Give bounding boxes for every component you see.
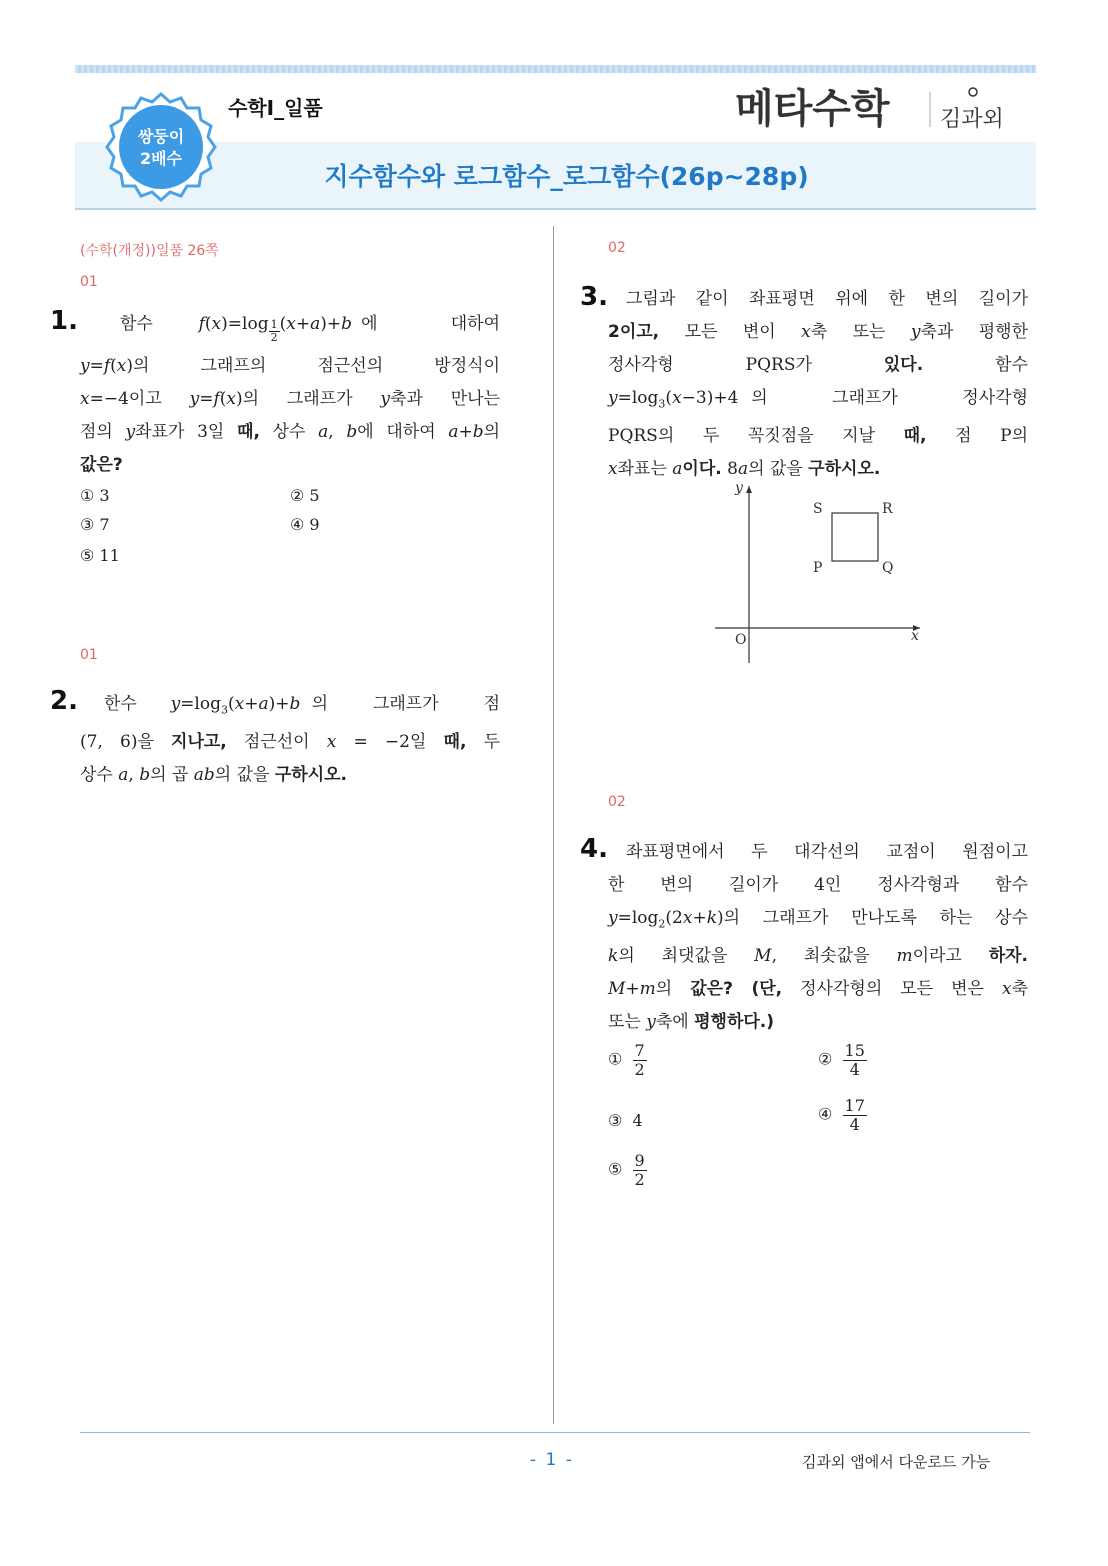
brand-logo (735, 82, 1035, 132)
page-number: - 1 - (530, 1450, 574, 1470)
q3-line6: x좌표는 a이다. 8a의 값을 구하시오. (608, 459, 881, 480)
q4-label: 02 (608, 794, 626, 810)
logo-sub-text: 김과외 (940, 107, 1004, 132)
header-stripe (75, 65, 1036, 73)
q3-label: 02 (608, 240, 626, 256)
q3-line5: PQRS의 두 꼭짓점을 지날 때, 점 P의 (608, 426, 1029, 447)
q1-choice-1[interactable]: ① 3 (80, 486, 110, 505)
person-icon (969, 88, 977, 96)
q4-line1: 좌표평면에서 두 대각선의 교점이 원점이고 (626, 842, 1028, 862)
q4-choice-4-mark: ④ (818, 1104, 833, 1124)
q4-choice-4-frac: $\frac{17}{4}$ (844, 1096, 865, 1134)
q4-choice-5[interactable] (608, 1152, 647, 1188)
vertex-q: Q (882, 560, 894, 576)
x-axis-label: x (911, 628, 919, 644)
origin-label: O (735, 632, 747, 648)
q3-line2: 2이고, 모든 변이 x축 또는 y축과 평행한 (608, 322, 1029, 342)
badge-line2: 2배수 (139, 149, 183, 168)
q1-choice-4[interactable]: ④ 9 (290, 515, 320, 534)
q4-line2: 한 변의 길이가 4인 정사각형과 함수 (608, 875, 1028, 895)
q2-line2: (7, 6)을 지나고, 점근선이 x = −2일 때, 두 (80, 732, 501, 753)
q4-choice-3-mark: ③ (608, 1111, 623, 1130)
q4-line6: 또는 y축에 평행하다.) (608, 1012, 775, 1033)
q4-choice-4[interactable] (818, 1097, 867, 1133)
q1-line1: 함수 f(x)=log $\frac{1}{2}$ (x+a)+b 에 대하여 (120, 314, 500, 344)
q4-choice-5-mark: ⑤ (608, 1159, 623, 1179)
y-axis-arrow-icon (746, 486, 752, 493)
q1-choice-2[interactable]: ② 5 (290, 486, 320, 505)
q4-text (608, 836, 1028, 1039)
q3-line4: $y=\log_3(x-3)+4$ 의 그래프가 정사각형 (608, 388, 1028, 411)
q4-choice-2[interactable] (818, 1042, 867, 1078)
q4-line4: k의 최댓값을 M, 최솟값을 m이라고 하자. (608, 946, 1029, 967)
vertex-s: S (813, 501, 823, 517)
q1-line4: 점의 y좌표가 3일 때, 상수 a, b에 대하여 a+b의 (80, 422, 501, 443)
q1-label: 01 (80, 274, 98, 290)
q3-text (608, 283, 1028, 486)
footer-line (80, 1432, 1030, 1433)
subject-title: 수학Ⅰ_일품 (228, 96, 323, 120)
q2-number: 2. (50, 686, 78, 716)
q1-text (80, 308, 500, 482)
q2-line1: 한수 $y=\log_3(x+a)+b$ 의 그래프가 점 (104, 694, 500, 717)
q4-line3: $y=\log_2(2x+k)$의 그래프가 만나도록 하는 상수 (608, 908, 1028, 931)
q1-choice-5[interactable]: ⑤ 11 (80, 546, 120, 565)
topic-title: 지수함수와 로그함수_로그함수(26p~28p) (324, 162, 809, 191)
q4-choice-2-mark: ② (818, 1049, 833, 1069)
q4-line5: M+m의 값은? (단, 정사각형의 모든 변은 x축 (608, 979, 1028, 1000)
q3-coordinate-graph (705, 478, 935, 668)
q4-choice-3[interactable] (608, 1111, 643, 1130)
column-divider (553, 226, 554, 1424)
y-axis-label: y (735, 480, 743, 496)
q4-number: 4. (580, 834, 608, 864)
q4-choice-1[interactable] (608, 1042, 647, 1078)
q4-choice-1-frac: $\frac{7}{2}$ (634, 1041, 645, 1079)
q1-line5: 값은? (80, 455, 123, 476)
q2-line3: 상수 a, b의 곱 ab의 값을 구하시오. (80, 765, 348, 786)
square-pqrs (832, 513, 878, 561)
q1-choice-3[interactable]: ③ 7 (80, 515, 110, 534)
q1-number: 1. (50, 306, 78, 336)
logo-main-text: 메타수학 (735, 86, 890, 132)
q1-line3: x=−4이고 y=f(x)의 그래프가 y축과 만나는 (80, 389, 500, 410)
q1-line2: y=f(x)의 그래프의 점근선의 방정식이 (80, 356, 500, 377)
source-title: (수학(개정))일품 26쪽 (80, 243, 219, 259)
q3-line1: 그림과 같이 좌표평면 위에 한 변의 길이가 (626, 289, 1028, 309)
q3-number: 3. (580, 282, 608, 312)
vertex-r: R (882, 501, 893, 517)
q4-choice-3-value: 4 (632, 1111, 643, 1130)
vertex-p: P (813, 560, 823, 576)
badge-line1: 쌍둥이 (137, 127, 185, 146)
q4-choice-2-frac: $\frac{15}{4}$ (844, 1041, 865, 1079)
q2-label: 01 (80, 647, 98, 663)
footer-note: 김과외 앱에서 다운로드 가능 (802, 1453, 991, 1471)
q3-line3: 정사각형 PQRS가 있다. 함수 (608, 355, 1028, 375)
q2-text (80, 688, 500, 792)
q4-choice-5-frac: $\frac{9}{2}$ (634, 1151, 645, 1189)
q4-choice-1-mark: ① (608, 1049, 623, 1069)
